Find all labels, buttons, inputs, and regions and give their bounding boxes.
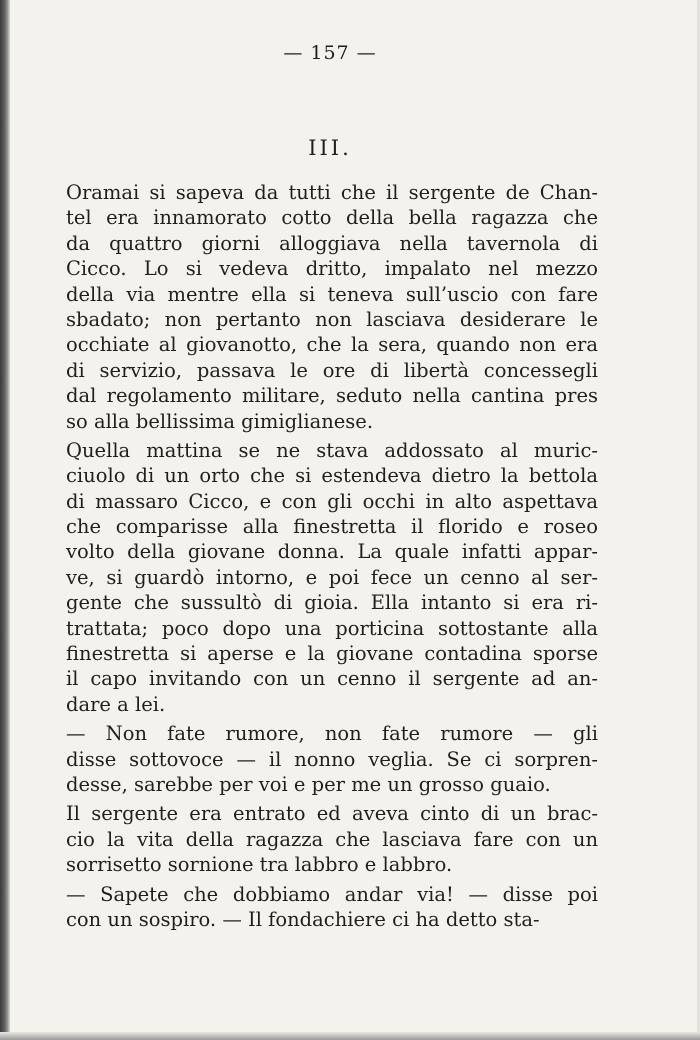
paragraph: [66, 801, 598, 877]
text-line: gente che sussultò di gioia. Ella intanto si era ri-: [66, 591, 598, 615]
text-line: disse sottovoce — il nonno veglia. Se ci sorpren-: [66, 747, 598, 771]
text-line: Oramai si sapeva da tutti che il sergente de Chan-: [66, 181, 598, 204]
text-line: della via mentre ella si teneva sull’uscio con fare: [66, 282, 598, 306]
text-line: occhiate al giovanotto, che la sera, quando non era: [66, 333, 598, 357]
text-line: dare a lei.: [66, 692, 166, 716]
text-line: — Sapete che dobbiamo andar via! — disse poi: [66, 882, 598, 906]
text-line: so alla bellissima gimiglianese.: [66, 409, 374, 433]
text-line: ve, si guardò intorno, e poi fece un cenno al ser-: [66, 565, 598, 589]
text-line: dal regolamento militare, seduto nella cantina pres: [66, 384, 598, 408]
text-line: di servizio, passava le ore di libertà concessegli: [66, 358, 598, 382]
paragraph: [66, 438, 598, 717]
page-bottom-edge: [0, 1032, 700, 1040]
text-line: che comparisse alla finestretta il florido e roseo: [66, 515, 598, 539]
text-line: con un sospiro. — Il fondachiere ci ha detto sta-: [66, 907, 540, 931]
text-line: Quella mattina se ne stava addossato al muric-: [66, 438, 598, 462]
text-line: il capo invitando con un cenno il sergente ad an-: [66, 667, 598, 691]
text-line: Cicco. Lo si vedeva dritto, impalato nel mezzo: [66, 257, 598, 281]
text-line: Il sergente era entrato ed aveva cinto di un brac-: [66, 802, 598, 826]
paragraph: [66, 721, 598, 797]
text-line: ciuolo di un orto che si estendeva dietro la bettola: [66, 464, 598, 488]
paragraph: [66, 180, 598, 434]
text-line: sorrisetto sornione tra labbro e labbro.: [66, 853, 453, 877]
chapter-heading: III.: [308, 136, 352, 160]
text-line: tel era innamorato cotto della bella ragazza che: [66, 206, 598, 230]
paragraph: [66, 882, 598, 933]
text-line: finestretta si aperse e la giovane contadina sporse: [66, 642, 598, 666]
text-line: sbadato; non pertanto non lasciava desiderare le: [66, 307, 598, 331]
text-line: da quattro giorni alloggiava nella tavernola di: [66, 231, 598, 255]
text-line: desse, sarebbe per voi e per me un grosso guaio.: [66, 772, 551, 796]
text-line: volto della giovane donna. La quale infatti appar-: [66, 540, 598, 564]
page-number: — 157 —: [283, 42, 377, 64]
text-line: — Non fate rumore, non fate rumore — gli: [66, 722, 598, 746]
text-line: cio la vita della ragazza che lasciava fare con un: [66, 827, 598, 851]
text-line: trattata; poco dopo una porticina sottostante alla: [66, 616, 598, 640]
text-line: di massaro Cicco, e con gli occhi in alto aspettava: [66, 489, 598, 513]
body-text: [66, 180, 598, 932]
